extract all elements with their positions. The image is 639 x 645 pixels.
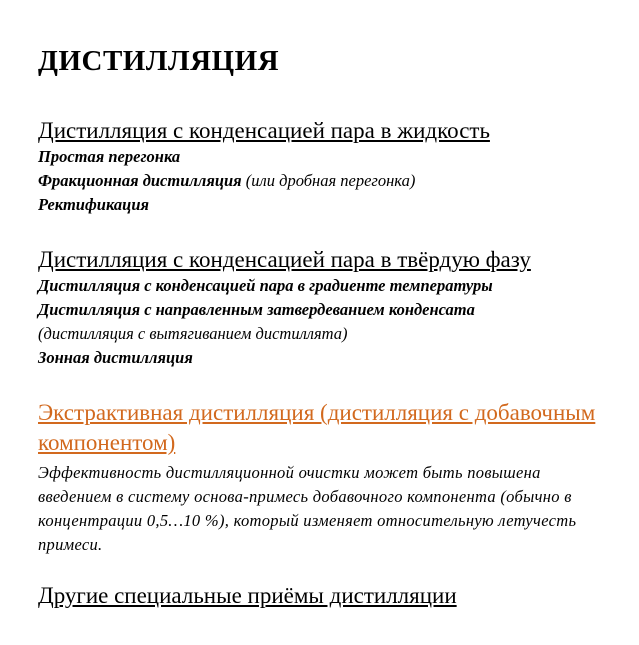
item-bold-text: Зонная дистилляция	[38, 348, 193, 367]
item-bold-text: Дистилляция с направленным затвердеванием конденсата	[38, 300, 475, 319]
item-bold-text: Дистилляция с конденсацией пара в градиенте температуры	[38, 276, 493, 295]
item-bold-text: Простая перегонка	[38, 147, 181, 166]
section-extractive-distillation	[38, 398, 598, 557]
item-bold-text: Фракционная дистилляция	[38, 171, 242, 190]
section-heading: Другие специальные приёмы дистилляции	[38, 583, 457, 608]
list-item	[38, 169, 638, 193]
item-bold-text: Ректификация	[38, 195, 150, 214]
item-note-text: (или дробная перегонка)	[241, 171, 416, 190]
list-item	[38, 346, 638, 370]
list-item	[38, 298, 638, 322]
section-link-heading[interactable]: Экстрактивная дистилляция (дистилляция с добавочным компонентом)	[38, 400, 596, 455]
list-item	[38, 193, 638, 217]
section-paragraph: Эффективность дистилляционной очистки может быть повышена введением в систему основа-примесь добавочного компонента (обычно в концентрации 0,5…10 %), который изменяет относительную летучесть примеси.	[38, 463, 577, 554]
list-item	[38, 274, 638, 298]
item-note-text: (дистилляция с вытягиванием дистиллята)	[38, 324, 348, 343]
list-item	[38, 322, 638, 346]
section-other-techniques	[38, 582, 638, 610]
section-heading: Дистилляция с конденсацией пара в твёрдую фазу	[38, 247, 531, 272]
section-solid-condensation	[38, 246, 638, 370]
section-heading: Дистилляция с конденсацией пара в жидкость	[38, 118, 490, 143]
page-title: ДИСТИЛЛЯЦИЯ	[38, 45, 280, 77]
list-item	[38, 145, 638, 169]
section-liquid-condensation	[38, 117, 638, 217]
